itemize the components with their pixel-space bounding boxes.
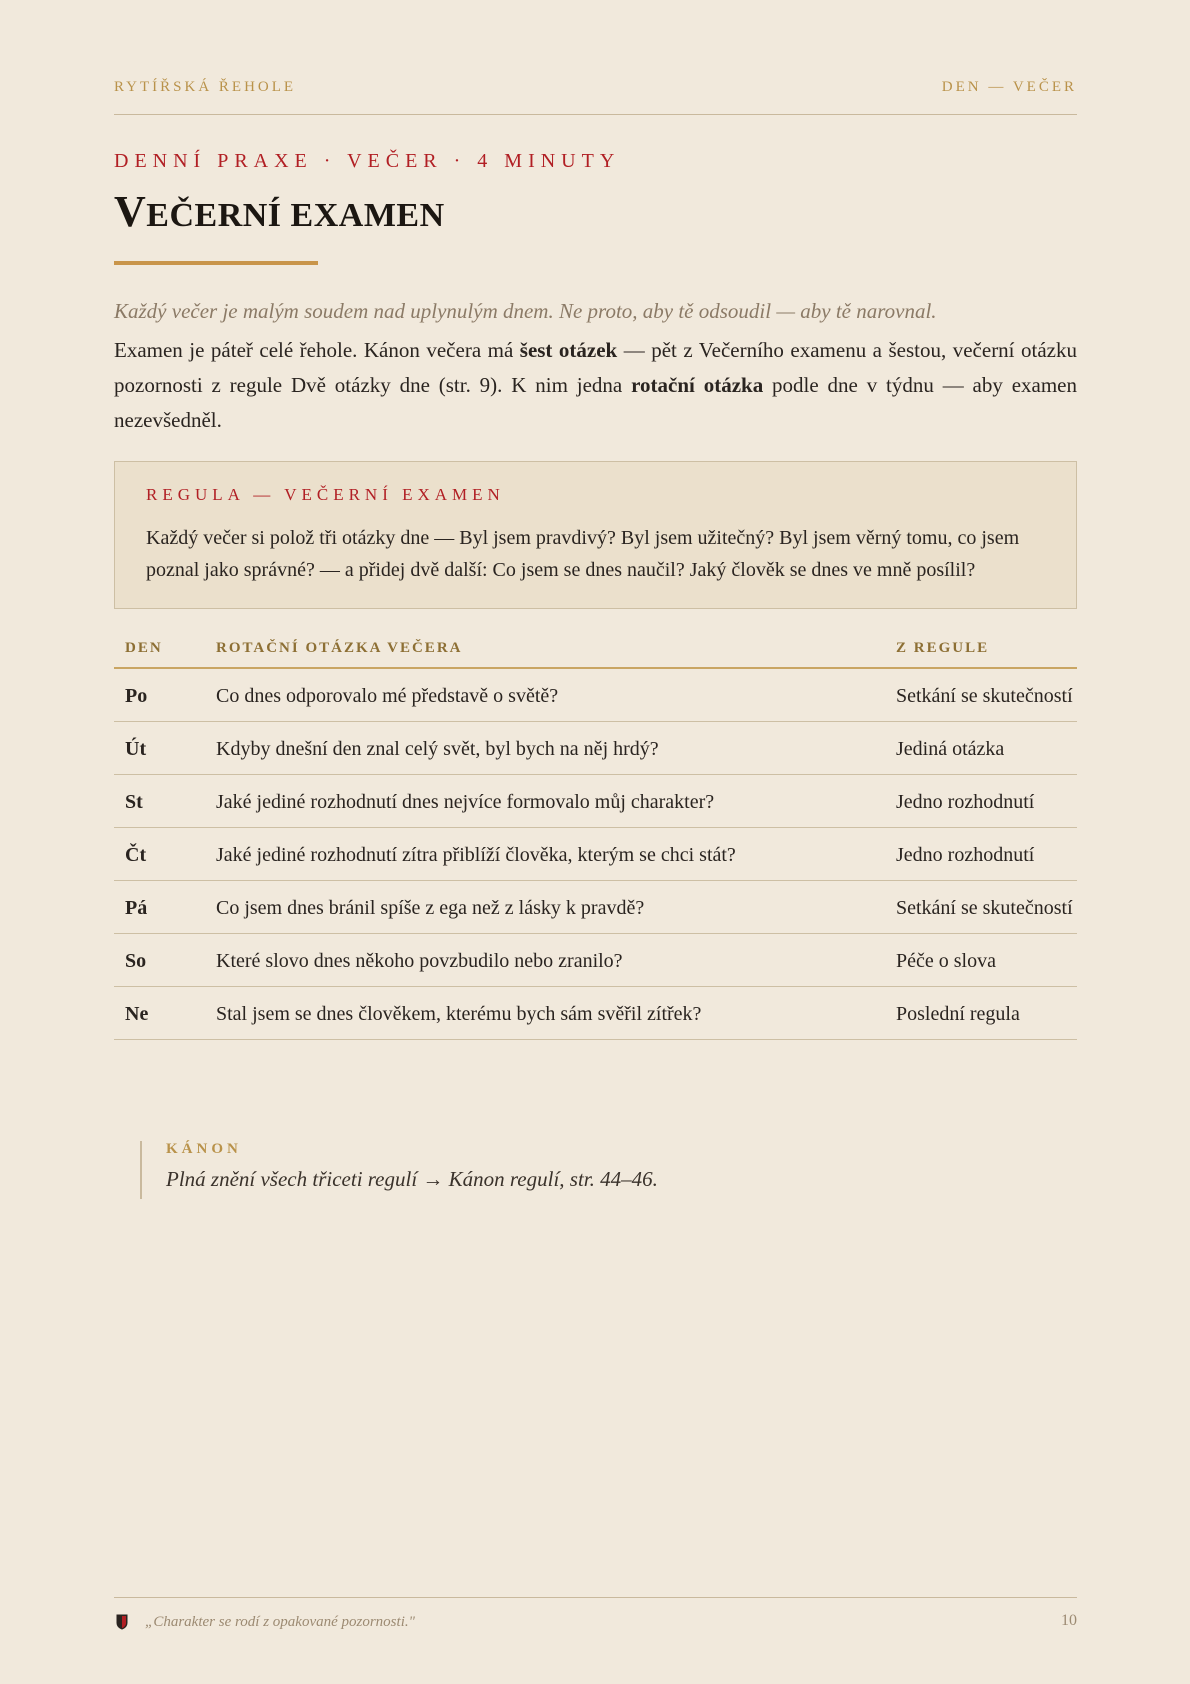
table-row [114, 987, 1077, 1040]
running-head-left: RYTÍŘSKÁ ŘEHOLE [114, 79, 297, 95]
canon-note [140, 1141, 658, 1199]
intro-text-1: Examen je páteř celé řehole. Kánon večera má [114, 338, 520, 362]
cell-question: Které slovo dnes někoho povzbudilo nebo zranilo? [216, 934, 896, 987]
lead-quote: Každý večer je malým soudem nad uplynulým dnem. Ne proto, aby tě odsoudil — aby tě narovnal. [114, 299, 937, 323]
cell-rule: Péče o slova [896, 934, 1077, 987]
running-head-right: DEN — VEČER [941, 79, 1077, 95]
table-row [114, 881, 1077, 934]
intro-bold-1: šest otázek [519, 338, 618, 362]
cell-question: Jaké jediné rozhodnutí dnes nejvíce formovalo můj charakter? [216, 775, 896, 828]
intro-bold-2: rotační otázka [631, 373, 764, 397]
cell-rule: Jediná otázka [896, 722, 1077, 775]
title-initial: V [114, 187, 147, 236]
canon-label: KÁNON [166, 1141, 242, 1157]
shield-icon [116, 1614, 128, 1630]
running-head [114, 79, 1077, 96]
header-divider [114, 114, 1077, 115]
footer-divider [114, 1597, 1077, 1598]
title-rest: EČERNÍ EXAMEN [146, 197, 445, 234]
cell-day: Čt [114, 828, 216, 881]
cell-day: So [114, 934, 216, 987]
cell-question: Co dnes odporovalo mé představě o světě? [216, 668, 896, 722]
cell-question: Stal jsem se dnes člověkem, kterému bych sám svěřil zítřek? [216, 987, 896, 1040]
table-row [114, 828, 1077, 881]
table-header-row [114, 634, 1077, 668]
intro-text-3: podle dne v týdnu — aby examen nezevšedněl. [114, 373, 1077, 432]
table-row [114, 668, 1077, 722]
cell-day: St [114, 775, 216, 828]
header-rule: Z REGULE [896, 634, 1077, 668]
cell-day: Ne [114, 987, 216, 1040]
footer-quote: „Charakter se rodí z opakované pozornosti." [145, 1614, 415, 1630]
cell-question: Jaké jediné rozhodnutí zítra přiblíží člověka, kterým se chci stát? [216, 828, 896, 881]
intro-text-2: — pět z Večerního examenu a šestou, večerní otázku pozornosti z regule Dvě otázky dne (str. 9). K nim jedna [114, 338, 1077, 397]
title-underline [114, 261, 318, 265]
header-day: DEN [114, 634, 216, 668]
cell-day: Po [114, 668, 216, 722]
cell-rule: Setkání se skutečností [896, 668, 1077, 722]
canon-text: Plná znění všech třiceti regulí → Kánon regulí, str. 44–46. [166, 1167, 658, 1191]
cell-day: Út [114, 722, 216, 775]
section-kicker: DENNÍ PRAXE · VEČER · 4 MINUTY [114, 150, 621, 172]
cell-rule: Poslední regula [896, 987, 1077, 1040]
cell-rule: Jedno rozhodnutí [896, 775, 1077, 828]
cell-day: Pá [114, 881, 216, 934]
rule-box [114, 461, 1077, 609]
page-number: 10 [1061, 1612, 1077, 1629]
table-row [114, 775, 1077, 828]
cell-question: Co jsem dnes bránil spíše z ega než z lásky k pravdě? [216, 881, 896, 934]
cell-rule: Setkání se skutečností [896, 881, 1077, 934]
cell-question: Kdyby dnešní den znal celý svět, byl bych na něj hrdý? [216, 722, 896, 775]
table-row [114, 934, 1077, 987]
table-row [114, 722, 1077, 775]
header-question: ROTAČNÍ OTÁZKA VEČERA [216, 634, 896, 668]
rotation-table [114, 634, 1077, 1040]
intro-paragraph [114, 333, 1077, 438]
rule-box-text: Každý večer si polož tři otázky dne — Byl jsem pravdivý? Byl jsem užitečný? Byl jsem věrný tomu, co jsem poznal jako správné? — a přidej dvě další: Co jsem se dnes naučil? Jaký člověk se dnes ve mně posílil? [146, 527, 1020, 581]
rule-box-label: REGULA — VEČERNÍ EXAMEN [146, 485, 505, 504]
cell-rule: Jedno rozhodnutí [896, 828, 1077, 881]
page-title [114, 186, 445, 237]
